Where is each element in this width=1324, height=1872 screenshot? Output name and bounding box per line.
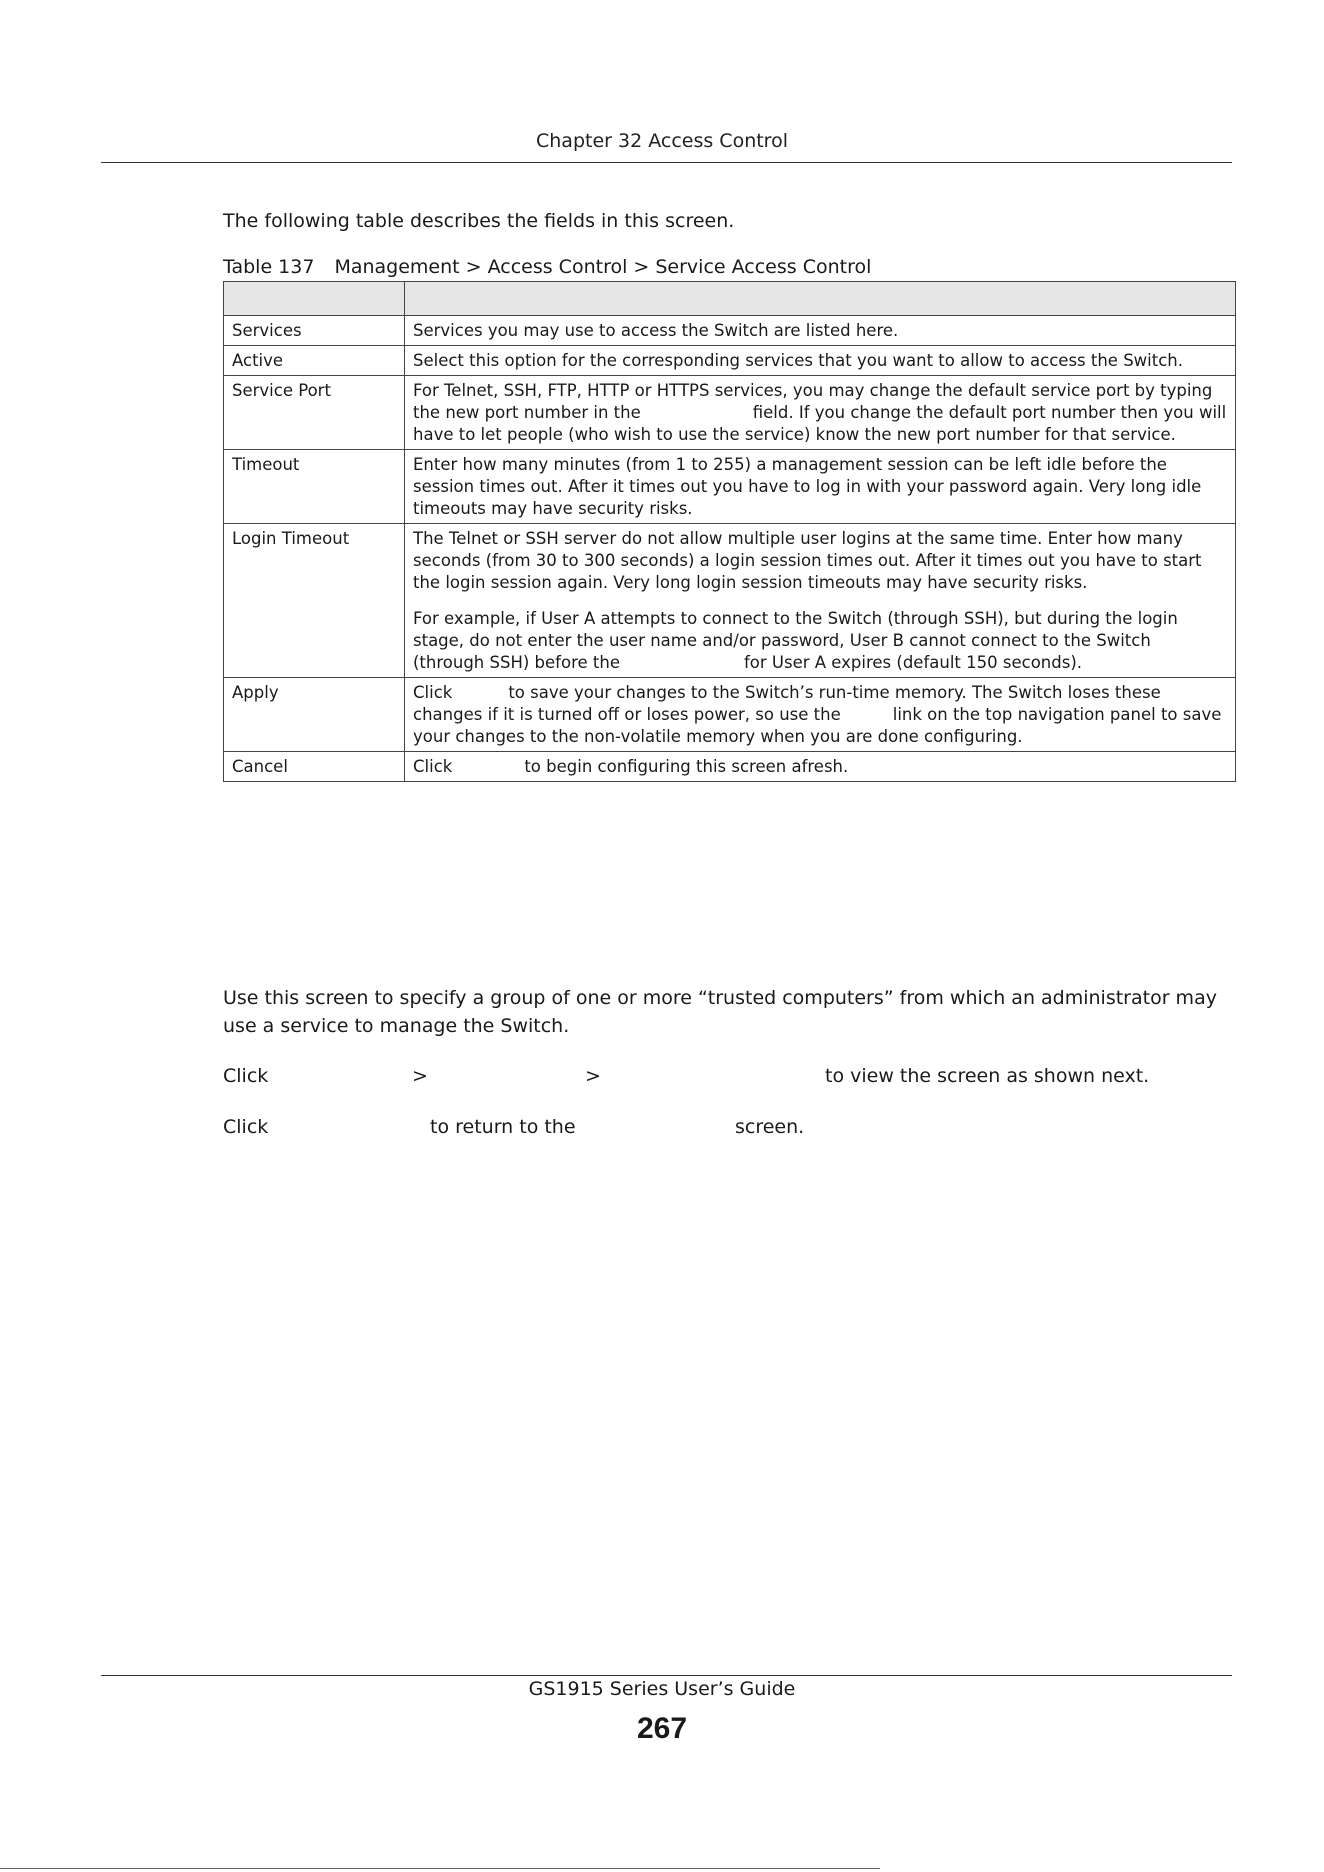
step1-instruction: to view the screen as shown next. [825,1065,1150,1087]
chapter-header: Chapter 32 Access Control [536,130,788,152]
field-description-table [223,281,1236,782]
row-description [405,678,1236,752]
section-paragraph: Use this screen to specify a group of one or more “trusted computers” from which an administrator may use a service to manage the Switch. [223,987,1217,1037]
step2-screen: screen. [735,1116,805,1138]
step1-separator: > [412,1065,428,1087]
row-description-part: Click [413,757,453,776]
row-description-part: to save your changes to the Switch’s run-time memory. The Switch loses these changes if it is turned off or loses power, so use the [413,683,1161,724]
row-description-part: For example, if User A attempts to connect to the Switch (through SSH), but during the login stage, do not enter the user name and/or password, User B cannot connect to the Switch (through SSH) before the [413,609,1178,672]
step1-click: Click [223,1065,269,1087]
table-header-row [224,282,1236,316]
table-row-timeout [224,450,1236,524]
row-label: Timeout [224,450,405,524]
intro-text: The following table describes the fields in this screen. [223,210,735,232]
table-row-cancel [224,752,1236,782]
row-description-part: to begin configuring this screen afresh. [524,757,849,776]
row-description: Services you may use to access the Switch are listed here. [405,316,1236,346]
table-row-active [224,346,1236,376]
header-rule [101,162,1232,163]
step1-separator: > [585,1065,601,1087]
row-description: Select this option for the corresponding services that you want to allow to access the Switch. [405,346,1236,376]
step2-instruction: to return to the [430,1116,576,1138]
page-number: 267 [636,1712,688,1745]
row-description-part: field. If you change the default port number then you will have to let people (who wish to use the service) know the new port number for that service. [413,403,1227,444]
row-description [405,376,1236,450]
row-description-paragraph: The Telnet or SSH server do not allow multiple user logins at the same time. Enter how many seconds (from 30 to 300 seconds) a login session times out. After it times out you have to start the login session again. Very long login session timeouts may have security risks. [413,529,1202,592]
row-description [405,752,1236,782]
table-header-description [405,282,1236,316]
table-header-label [224,282,405,316]
step2-click: Click [223,1116,269,1138]
row-label: Apply [224,678,405,752]
row-description [405,524,1236,678]
row-label: Services [224,316,405,346]
row-description-part: for User A expires (default 150 seconds). [743,653,1083,672]
bottom-rule [0,1868,880,1869]
table-row-services [224,316,1236,346]
table-row-apply [224,678,1236,752]
table-caption-title: Management > Access Control > Service Access Control [334,256,872,278]
footer-rule [101,1675,1232,1676]
table-row-service-port [224,376,1236,450]
row-description-part: link on the top navigation panel to save your changes to the non-volatile memory when you are done configuring. [413,705,1222,746]
row-label: Cancel [224,752,405,782]
table-row-login-timeout [224,524,1236,678]
row-label: Active [224,346,405,376]
row-description-part: Click [413,683,453,702]
row-description: Enter how many minutes (from 1 to 255) a management session can be left idle before the session times out. After it times out you have to log in with your password again. Very long idle timeouts may have security risks. [405,450,1236,524]
table-caption-number: Table 137 [223,256,315,278]
footer-guide-title: GS1915 Series User’s Guide [528,1678,796,1700]
row-label: Login Timeout [224,524,405,678]
row-description-paragraph [413,608,1227,674]
row-description-part: For Telnet, SSH, FTP, HTTP or HTTPS services, you may change the default service port by typing the new port number in the [413,381,1213,422]
table-caption [223,256,871,278]
row-label: Service Port [224,376,405,450]
